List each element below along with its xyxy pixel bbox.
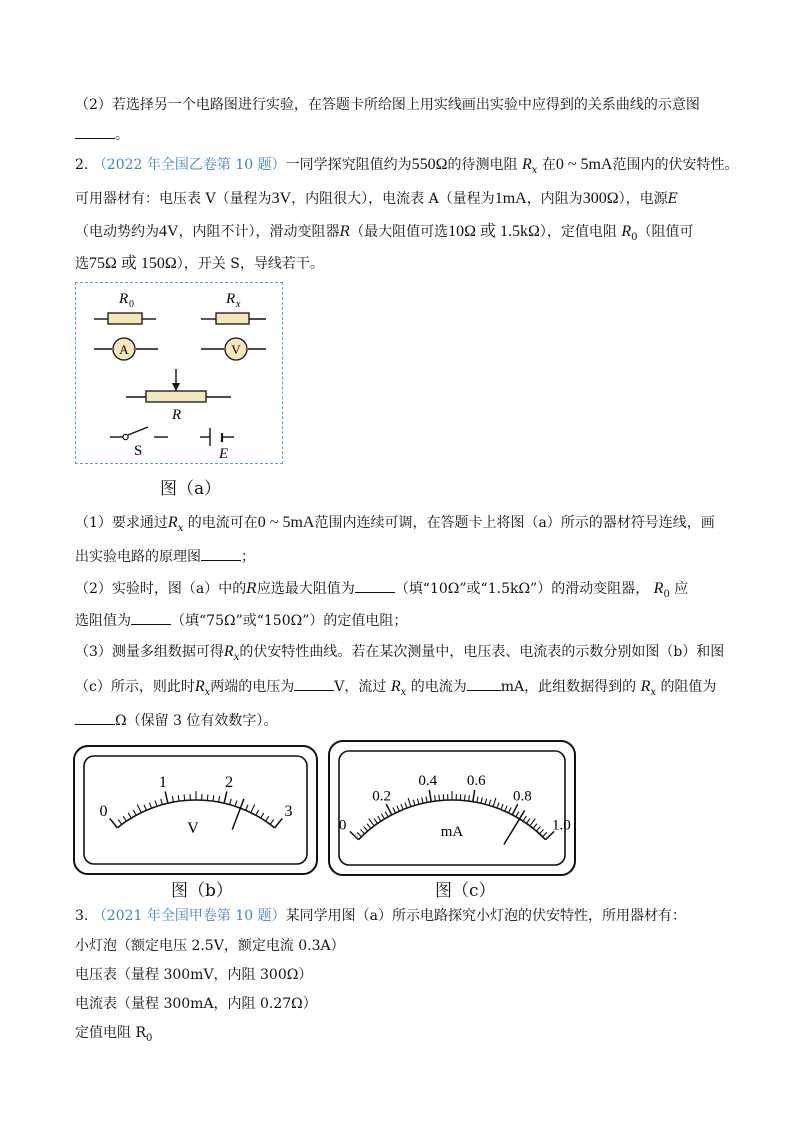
prev-part2-end: 。 [115,127,129,143]
meter-inner-frame [339,751,565,865]
meter-tick-label: 2 [225,773,234,791]
meter-unit-label: V [187,820,199,837]
r0-subscript: 0 [663,588,670,600]
r0-symbol: R [653,580,664,597]
rx-subscript: x [531,164,538,176]
q2-value: 0 ~ 5mA [555,156,613,173]
q2-value: 550Ω [411,156,448,173]
answer-blank[interactable] [201,546,241,561]
component-symbols [76,283,281,462]
milliammeter-dial [328,740,576,876]
answer-blank[interactable] [467,676,501,691]
q3-number: 3. [75,908,89,924]
rx-symbol: R [390,678,401,695]
answer-blank[interactable] [131,610,171,625]
answer-blank[interactable] [355,578,395,593]
q2-text: 选阻值为 [75,613,131,629]
answer-blank[interactable] [75,710,115,725]
rheostat-arrow-icon [172,383,180,391]
q2-text: 出实验电路的原理图 [75,549,201,565]
q2-text: 的阻值为 [660,679,717,695]
q2-line3 [75,222,694,248]
q2-text: （2）实验时，图（a）中的 [75,581,247,597]
r0-resistor-symbol [108,313,142,324]
rx-label: R [226,291,236,307]
q2-text: （阻值可 [637,224,694,240]
fig-c-caption: 图（c） [435,881,496,901]
fig-b-caption: 图（b） [171,881,233,901]
q2-text: 一同学探究阻值约为 [285,157,412,173]
q2-part3-line1 [75,642,724,668]
q2-text: （3）测量多组数据可得 [75,644,224,660]
q3-item2: 电压表（量程 300mV，内阻 300Ω） [75,967,313,983]
q2-text: ，内阻为 [526,191,583,207]
rx-symbol: R [223,643,234,660]
rx-label-sub: x [236,299,241,310]
meter-tick-label: 3 [284,802,293,820]
q2-source: （2022 年全国乙卷第 10 题） [92,157,286,173]
q3-item4 [75,1023,152,1049]
q2-line4 [75,254,324,274]
meter-tick-label: 0 [99,802,108,820]
q2-value: 10Ω 或 1.5kΩ [448,223,540,240]
rheostat-symbol [146,391,206,402]
q2-text: 的电流为 [410,679,467,695]
meter-tick-label: 0 [338,817,347,834]
q2-part3-line2 [75,676,716,703]
r0-label: R [119,291,129,307]
q3-text: 定值电阻 R [75,1025,146,1041]
meter-tick-label: 0.4 [418,772,438,789]
q2-part1-line2 [75,546,255,567]
q2-text: 应选最大阻值为 [256,581,355,597]
prev-part2-text: （2）若选择另一个电路图进行实验，在答题卡所给图上用实线画出实验中应得到的关系曲线的示意图 [75,97,700,113]
ammeter-label: A [119,342,129,357]
q2-text: Ω（保留 3 位有效数字）。 [115,713,278,729]
voltmeter-label: V [231,342,241,357]
q2-text: 的电流可在 [187,515,258,531]
q2-text: （电动势约为 [75,224,159,240]
q2-part3-line3 [75,710,277,731]
q2-text: （1）要求通过 [75,515,168,531]
meter-tick [469,795,470,801]
meter-tick [207,795,208,801]
r0-subscript: 0 [631,231,638,243]
q2-text: （c）所示，则此时 [75,679,195,695]
q2-text: mA，此组数据得到的 [500,679,637,695]
meter-inner-frame [84,756,307,864]
rx-subscript: x [400,686,407,698]
answer-blank[interactable] [75,124,115,139]
q2-text: ，内阻不计），滑动变阻器 [178,224,340,240]
q2-value: 1mA [494,190,527,207]
q2-value: 75Ω 或 150Ω [89,255,177,272]
meter-tick-label: 1 [158,773,167,791]
meter-tick-label: 0.6 [466,772,486,789]
q3-item1: 小灯泡（额定电压 2.5V，额定电流 0.3A） [75,938,345,954]
meter-tick-label: 1.0 [551,817,571,834]
rx-resistor-symbol [216,313,249,324]
q2-text: 选 [75,256,89,272]
switch-symbol [123,434,128,439]
fig-a-caption: 图（a） [160,479,222,499]
q3-line1 [75,906,686,926]
source-label: E [219,446,229,462]
component-figure [75,282,283,464]
q2-text: 应 [674,581,689,597]
meter-tick [439,795,440,801]
q2-line1 [75,155,738,181]
q2-part2-line1 [75,578,688,605]
rx-subscript: x [650,686,656,698]
rheostat-label: R [172,407,182,423]
prev-part2-line2 [75,124,129,145]
q2-text: 的伏安特性曲线。若在某次测量中，电压表、电流表的示数分别如图（b）和图 [239,644,725,660]
q2-part2-line2 [75,610,407,631]
answer-blank[interactable] [294,676,334,691]
meter-tick-label: 0.8 [513,788,532,805]
q2-text: 两端的电压为 [210,679,295,695]
q2-symbol: E [667,191,678,207]
q2-value: 4V [159,223,179,240]
meter-tick [435,795,436,801]
q2-line2 [75,189,678,209]
meter-tick [465,795,466,801]
q2-text: ； [241,549,255,565]
q2-text: 在 [541,157,556,173]
q2-text: V，流过 [334,679,387,695]
rx-symbol: R [167,514,178,531]
rx-symbol: R [521,156,532,173]
q3-item3: 电流表（量程 300mA，内阻 0.27Ω） [75,996,317,1012]
q3-source: （2021 年全国甲卷第 10 题） [92,908,286,924]
q2-part1-line1 [75,513,715,539]
q2-text: 范围内连续可调，在答题卡上将图（a）所示的器材符号连线，画 [314,515,715,531]
meter-tick [184,795,185,801]
q2-number: 2. [75,157,89,173]
r0-symbol: R [621,223,632,240]
r0-label-sub: 0 [129,299,134,310]
rx-symbol: R [640,678,651,695]
q2-text: （最大阻值可选 [350,224,449,240]
q2-value: 0 ~ 5mA [257,514,315,531]
q2-symbol: R [339,224,351,240]
voltmeter-dial [73,745,318,875]
rx-subscript: x [233,651,240,663]
meter-tick-label: 0.2 [372,788,391,805]
q2-value: 3V [271,190,292,207]
q2-text: ），开关 S，导线若干。 [176,256,324,272]
rx-subscript: x [204,686,211,698]
q2-text: ），电源 [618,191,668,207]
meter-unit-label: mA [440,824,464,840]
q2-value: 300Ω [582,190,619,207]
rx-subscript: x [177,522,184,534]
rx-symbol: R [194,678,205,695]
q3-text: 某同学用图（a）所示电路探究小灯泡的伏安特性，所用器材有： [285,908,686,924]
switch-label: S [134,443,143,459]
q2-text: ，内阻很大），电流表 A（量程为 [291,191,495,207]
q2-text: 可用器材有：电压表 V（量程为 [75,191,272,207]
q2-text: （填“75Ω”或“150Ω”）的定值电阻； [171,613,408,629]
q2-text: 范围内的伏安特性。 [612,157,739,173]
prev-part2-line [75,95,700,115]
r0-subscript: 0 [146,1032,153,1044]
q2-text: 的待测电阻 [447,157,518,173]
q2-text: （填“10Ω”或“1.5kΩ”）的滑动变阻器， [394,581,650,597]
q2-symbol: R [246,581,257,597]
q2-text: ），定值电阻 [539,224,617,240]
